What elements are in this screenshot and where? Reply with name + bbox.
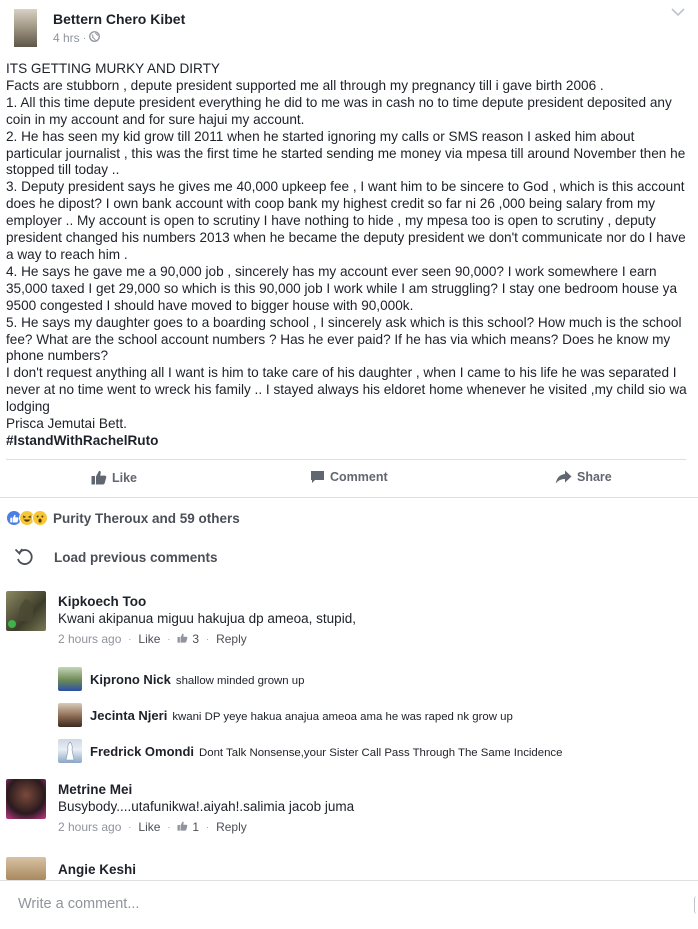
thumbs-up-icon	[177, 820, 188, 834]
post-hashtag[interactable]: #IstandWithRachelRuto	[6, 432, 159, 448]
like-count: 1	[192, 820, 200, 834]
reply-text: shallow minded grown up	[175, 675, 305, 687]
post-line: 3. Deputy president says he gives me 40,000 upkeep fee , I want him to be sincere to God , which is this account does he dipost? I own bank account with coop bank my highest credit so far ni 26 ,000 being salary from my employer .. My account is open to scrutiny I have nothing to hide , my mpesa too is open to scrutiny , deputy president changed his numbers 2013 when he became the deputy president we don't communicate nor do I have a way to reach him .	[6, 179, 686, 262]
share-label: Share	[577, 470, 612, 484]
divider	[6, 459, 686, 460]
comment-label: Comment	[330, 470, 388, 484]
meta-separator: ·	[206, 634, 210, 644]
reaction-icons	[6, 510, 45, 526]
commenter-name[interactable]: Angie Keshi	[58, 862, 137, 877]
post-author-avatar[interactable]	[14, 9, 37, 47]
comment-time[interactable]: 2 hours ago	[58, 820, 122, 834]
reaction-names: Purity Theroux and 59 others	[53, 510, 240, 526]
reply-text: kwani DP yeye hakua anajua ameoa ama he was raped nk grow up	[172, 711, 513, 723]
commenter-name[interactable]: Kipkoech Too	[58, 594, 147, 609]
commenter-avatar[interactable]	[6, 779, 46, 819]
reply-avatar[interactable]	[58, 739, 82, 763]
meta-separator: ·	[206, 822, 210, 832]
comment-meta	[58, 632, 247, 646]
comment-text: Kwani akipanua miguu hakujua dp ameoa, stupid,	[58, 611, 356, 626]
refresh-icon	[14, 546, 34, 569]
post-meta	[53, 31, 100, 45]
like-label: Like	[112, 470, 138, 485]
wow-reaction-icon	[32, 510, 48, 526]
thumbs-up-icon	[91, 470, 107, 485]
reply-author-name[interactable]: Jecinta Njeri	[90, 708, 168, 723]
like-button[interactable]	[91, 470, 137, 485]
reply	[90, 672, 304, 687]
chevron-down-icon[interactable]	[670, 6, 686, 20]
like-count: 3	[192, 632, 200, 646]
composer-edge	[694, 896, 698, 914]
thumbs-up-icon	[177, 632, 188, 646]
divider	[0, 497, 698, 498]
post-line: ITS GETTING MURKY AND DIRTY	[6, 61, 221, 76]
post-line: 4. He says he gave me a 90,000 job , sincerely has my account ever seen 90,000? I work somewhere I earn 35,000 taxed I get 29,000 so which is this 90,000 job I work while I am struggling? I stay one bedroom house ya 9500 congested I should have moved to bigger house with 90,000k.	[6, 263, 678, 313]
comment-reply-link[interactable]: Reply	[216, 820, 247, 834]
comment-like-count[interactable]	[177, 632, 199, 646]
reply-author-name[interactable]: Kiprono Nick	[90, 672, 171, 687]
comment-icon	[310, 470, 325, 484]
post-line: 5. He says my daughter goes to a boarding school , I sincerely ask which is this school? How much is the school fee? What are the school account numbers ? Has he ever paid? If he has via which means? Does he know my phone numbers?	[6, 314, 682, 364]
comment-input[interactable]: Write a comment...	[18, 896, 140, 912]
post-line: 2. He has seen my kid grow till 2011 when he started ignoring my calls or SMS reason I asked him about particular journalist , this was the first time he started sending me money via mpesa till around November then he stopped till today ..	[6, 128, 686, 178]
comment-like-link[interactable]: Like	[138, 632, 161, 646]
post-line: I don't request anything all I want is him to take care of his daughter , when I came to his life he was separated I never at no time went to wreck his family .. I stayed always his eldoret home whenever he visited ,my child sio wa lodging	[6, 365, 687, 415]
reply-author-name[interactable]: Fredrick Omondi	[90, 744, 195, 759]
commenter-avatar[interactable]	[6, 857, 46, 880]
post-body	[6, 61, 690, 450]
comment-meta	[58, 820, 247, 834]
comment-text: Busybody....utafunikwa!.aiyah!.salimia jacob juma	[58, 799, 355, 814]
globe-icon	[89, 31, 100, 45]
commenter-name[interactable]: Metrine Mei	[58, 782, 133, 797]
comment-reply-link[interactable]: Reply	[216, 632, 247, 646]
meta-separator: ·	[167, 822, 171, 832]
reply-avatar[interactable]	[58, 703, 82, 727]
post-line: Facts are stubborn , depute president supported me all through my pregnancy till i gave birth 2006 .	[6, 77, 604, 93]
reply-avatar[interactable]	[58, 667, 82, 691]
reply	[90, 708, 513, 723]
reply-text: Dont Talk Nonsense,your Sister Call Pass Through The Same Incidence	[199, 747, 563, 759]
share-icon	[555, 470, 572, 484]
comment-button[interactable]	[310, 470, 388, 484]
post-line: 1. All this time depute president everything he did to me was in cash no to time depute president deposited any coin in my account and for sure hajui my account.	[6, 94, 672, 127]
reply	[90, 744, 562, 759]
commenter-avatar[interactable]	[6, 591, 46, 631]
post-time[interactable]: 4 hrs	[53, 31, 80, 45]
reactions-summary[interactable]	[6, 510, 240, 526]
meta-separator: ·	[167, 634, 171, 644]
load-previous-label: Load previous comments	[54, 550, 218, 565]
post-author-name[interactable]: Bettern Chero Kibet	[53, 11, 186, 27]
comment-time[interactable]: 2 hours ago	[58, 632, 122, 646]
load-previous-comments[interactable]	[14, 546, 218, 569]
post-line: Prisca Jemutai Bett.	[6, 416, 127, 432]
meta-separator: ·	[82, 32, 87, 44]
comment-like-link[interactable]: Like	[138, 820, 161, 834]
comment-like-count[interactable]	[177, 820, 199, 834]
meta-separator: ·	[128, 822, 132, 832]
share-button[interactable]	[555, 470, 612, 484]
meta-separator: ·	[128, 634, 132, 644]
